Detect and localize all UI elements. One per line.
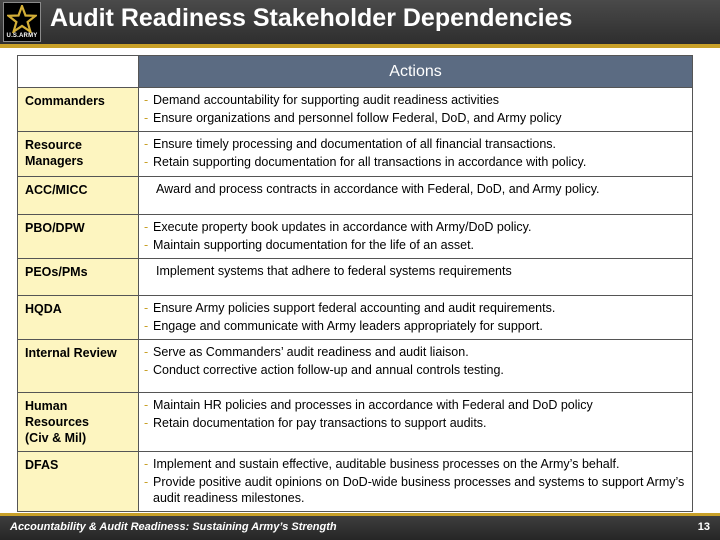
table-row: [18, 340, 693, 393]
table-row: [18, 88, 693, 132]
table-row: [18, 259, 693, 296]
action-item: [144, 154, 686, 170]
bullet-dash: -: [144, 220, 149, 234]
page-title: Audit Readiness Stakeholder Dependencies: [50, 4, 573, 32]
role-cell: DFAS: [18, 452, 139, 512]
role-cell: Internal Review: [18, 340, 139, 393]
page-number: 13: [697, 521, 710, 533]
action-item: [144, 263, 686, 279]
table-row: [18, 215, 693, 259]
bullet-dash: -: [144, 475, 149, 489]
action-text: Provide positive audit opinions on DoD-wide business processes and systems to support Army’s audit readiness milestones.: [153, 475, 685, 505]
action-text: Ensure Army policies support federal accounting and audit requirements.: [153, 301, 556, 315]
role-line: (Civ & Mil): [25, 431, 87, 445]
action-item: [144, 474, 686, 506]
action-item: [144, 456, 686, 472]
table-header-row: [18, 56, 693, 88]
action-text: Implement systems that adhere to federal systems requirements: [156, 264, 512, 278]
action-item: [144, 362, 686, 378]
actions-cell: [139, 132, 693, 177]
footer-text: Accountability & Audit Readiness: Sustaining Army’s Strength: [10, 521, 337, 533]
role-cell: ACC/MICC: [18, 177, 139, 215]
action-text: Implement and sustain effective, auditable business processes on the Army’s behalf.: [153, 457, 620, 471]
bullet-dash: -: [144, 238, 149, 252]
bullet-dash: -: [144, 457, 149, 471]
action-text: Engage and communicate with Army leaders appropriately for support.: [153, 319, 543, 333]
action-item: [144, 397, 686, 413]
bullet-dash: -: [144, 93, 149, 107]
action-item: [144, 110, 686, 126]
stakeholder-table: [17, 55, 693, 512]
action-item: [144, 300, 686, 316]
action-item: [144, 415, 686, 431]
actions-cell: [139, 259, 693, 296]
table-row: [18, 177, 693, 215]
header-divider: [0, 44, 720, 48]
actions-cell: [139, 296, 693, 340]
action-text: Execute property book updates in accordance with Army/DoD policy.: [153, 220, 532, 234]
action-text: Demand accountability for supporting audit readiness activities: [153, 93, 500, 107]
footer-bar: [0, 516, 720, 540]
army-logo: [3, 2, 41, 42]
bullet-dash: -: [144, 363, 149, 377]
army-star-icon: [7, 5, 37, 33]
role-cell: Commanders: [18, 88, 139, 132]
action-item: [144, 318, 686, 334]
table-row: [18, 452, 693, 512]
action-item: [144, 181, 686, 197]
actions-cell: [139, 452, 693, 512]
role-line: Resources: [25, 415, 89, 429]
bullet-dash: -: [144, 155, 149, 169]
role-cell: HQDA: [18, 296, 139, 340]
header-bar: [0, 0, 720, 44]
bullet-dash: -: [144, 398, 149, 412]
bullet-dash: -: [144, 301, 149, 315]
actions-cell: [139, 88, 693, 132]
action-text: Maintain HR policies and processes in accordance with Federal and DoD policy: [153, 398, 593, 412]
actions-cell: [139, 393, 693, 452]
action-text: Conduct corrective action follow-up and annual controls testing.: [153, 363, 504, 377]
action-text: Ensure timely processing and documentation of all financial transactions.: [153, 137, 556, 151]
bullet-dash: -: [144, 137, 149, 151]
actions-cell: [139, 215, 693, 259]
logo-text: U.S.ARMY: [6, 33, 38, 39]
action-item: [144, 92, 686, 108]
bullet-dash: -: [144, 319, 149, 333]
role-cell: Resource Managers: [18, 132, 139, 177]
table-row: [18, 132, 693, 177]
action-text: Maintain supporting documentation for the life of an asset.: [153, 238, 475, 252]
role-cell: [18, 393, 139, 452]
action-text: Serve as Commanders’ audit readiness and audit liaison.: [153, 345, 469, 359]
action-item: [144, 237, 686, 253]
action-text: Award and process contracts in accordance with Federal, DoD, and Army policy.: [156, 182, 600, 196]
action-text: Retain documentation for pay transactions to support audits.: [153, 416, 487, 430]
table-row: [18, 296, 693, 340]
action-text: Retain supporting documentation for all transactions in accordance with policy.: [153, 155, 587, 169]
role-cell: PEOs/PMs: [18, 259, 139, 296]
action-text: Ensure organizations and personnel follow Federal, DoD, and Army policy: [153, 111, 562, 125]
actions-column-header: Actions: [139, 56, 693, 88]
bullet-dash: -: [144, 111, 149, 125]
table-header-blank-cell: [18, 56, 139, 88]
action-item: [144, 344, 686, 360]
role-line: Human: [25, 399, 68, 413]
actions-cell: [139, 340, 693, 393]
stakeholder-table-container: [17, 55, 692, 504]
action-item: [144, 136, 686, 152]
action-item: [144, 219, 686, 235]
role-cell: PBO/DPW: [18, 215, 139, 259]
table-row: [18, 393, 693, 452]
bullet-dash: -: [144, 416, 149, 430]
bullet-dash: -: [144, 345, 149, 359]
actions-cell: [139, 177, 693, 215]
